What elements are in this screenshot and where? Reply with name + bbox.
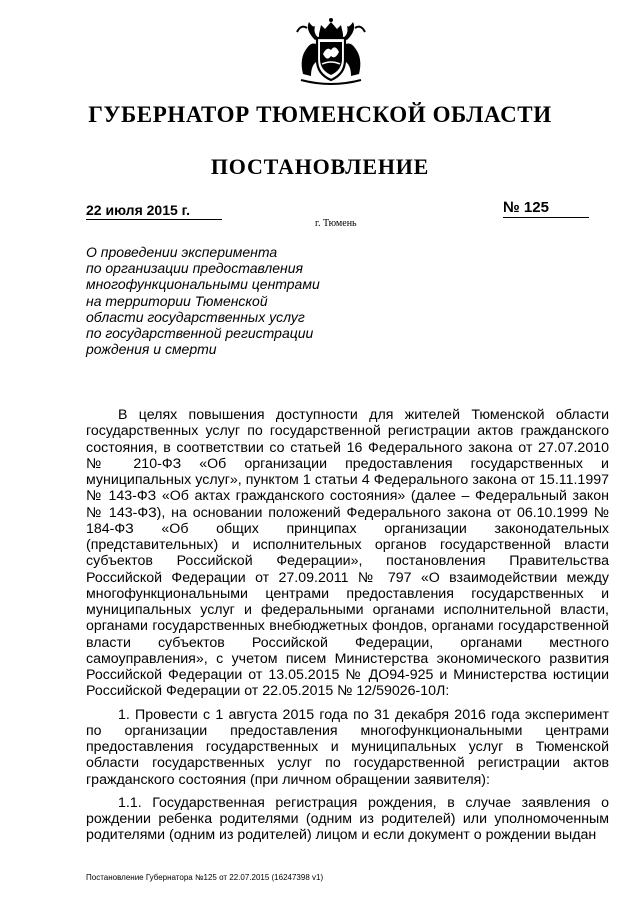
document-date: 22 июля 2015 г.: [86, 202, 222, 220]
subject-line: многофункциональными центрами: [86, 276, 320, 293]
clause-1: 1. Провести с 1 августа 2015 года по 31 декабря 2016 года эксперимент по организации предоставления многофункциональными центрами предоставления государственных и муниципальных услуг в Тюменской области государственных услуг по государственной регистрации актов гражданского состояния (при личном обращении заявителя):: [86, 706, 609, 788]
preamble-paragraph: В целях повышения доступности для жителей Тюменской области государственных услуг по государственной регистрации актов гражданского состояния, в соответствии со статьей 16 Федерального закона от 27.07.2010 № 210-ФЗ «Об организации предоставления государственных и муниципальных услуг», пунктом 1 статьи 4 Федерального закона от 15.11.1997 № 143-ФЗ «Об актах гражданского состояния» (далее – Федеральный закон № 143-ФЗ), на основании положений Федерального закона от 06.10.1999 № 184-ФЗ «Об общих принципах организации законодательных (представительных) и исполнительных органов государственной власти субъектов Российской Федерации», постановления Правительства Российской Федерации от 27.09.2011 № 797 «О взаимодействии между многофункциональными центрами предоставления государственных и муниципальных услуг и федеральными органами исполнительной власти, органами государственных внебюджетных фондов, органами государственной власти субъектов Российской Федерации, органами местного самоуправления», с учетом писем Министерства экономического развития Российской Федерации от 13.05.2015 № ДО94-925 и Министерства юстиции Российской Федерации от 22.05.2015 № 12/59026-10Л:: [86, 407, 609, 700]
tyumen-oblast-coat-of-arms: [289, 14, 373, 88]
document-number: № 125: [503, 199, 589, 218]
subject-line: на территории Тюменской: [86, 292, 268, 309]
subject-line: области государственных услуг: [86, 308, 305, 325]
document-type-heading: ПОСТАНОВЛЕНИЕ: [210, 154, 430, 179]
subject-line: по организации предоставления: [86, 260, 304, 277]
subject-line: рождения и смерти: [86, 341, 217, 358]
clause-1-1: 1.1. Государственная регистрация рождения, в случае заявления о рождении ребенка родителями (одним из родителей) или уполномоченным родителями (одним из родителей) лицом и если документ о рождении выдан: [86, 794, 609, 844]
governor-title: ГУБЕРНАТОР ТЮМЕНСКОЙ ОБЛАСТИ: [88, 102, 552, 127]
document-body: [86, 407, 609, 844]
document-city: г. Тюмень: [315, 218, 357, 229]
subject-line: по государственной регистрации: [86, 325, 314, 342]
subject-line: О проведении эксперимента: [86, 244, 278, 260]
document-footer: Постановление Губернатора №125 от 22.07.2015 (16247398 v1): [86, 873, 324, 882]
document-subject: [86, 244, 346, 357]
